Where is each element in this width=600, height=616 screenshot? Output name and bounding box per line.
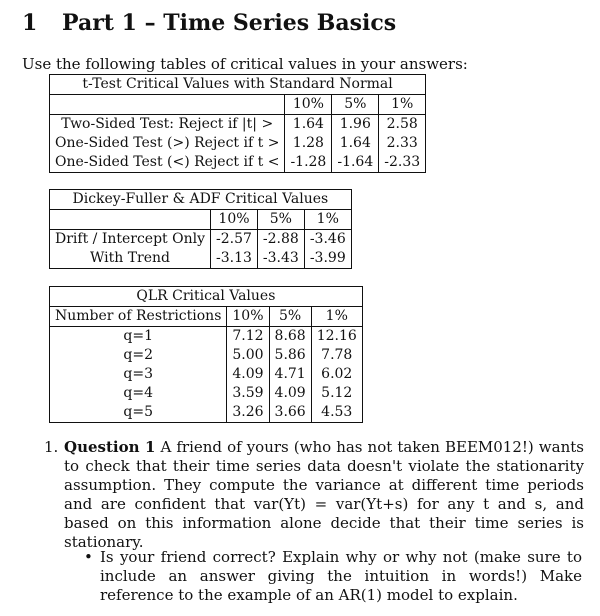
section-title-text: Part 1 – Time Series Basics <box>62 10 397 36</box>
t-test-cell: 2.33 <box>379 134 426 153</box>
dickey-fuller-cell: -3.43 <box>257 249 304 269</box>
t-test-header-10: 10% <box>285 95 332 115</box>
qlr-cell: 3.66 <box>269 403 311 423</box>
t-test-cell: 1.64 <box>332 134 379 153</box>
bullet-icon: • <box>84 548 93 566</box>
question-heading: Question 1 <box>64 438 156 456</box>
qlr-header-label: Number of Restrictions <box>50 307 227 327</box>
t-test-caption: t-Test Critical Values with Standard Normal <box>50 75 426 95</box>
bullet-text: Is your friend correct? Explain why or why not (make sure to include an answer giving the intuition in words!) Make reference to the example of an AR(1) model to explain. <box>100 548 582 604</box>
t-test-row-label: Two-Sided Test: Reject if |t| > <box>50 115 285 135</box>
qlr-row-label: q=3 <box>50 365 227 384</box>
qlr-cell: 5.12 <box>311 384 362 403</box>
section-title <box>22 10 396 36</box>
t-test-cell: -1.64 <box>332 153 379 173</box>
qlr-header-5: 5% <box>269 307 311 327</box>
dickey-fuller-header-1: 1% <box>304 210 351 230</box>
qlr-row-label: q=1 <box>50 327 227 347</box>
qlr-caption: QLR Critical Values <box>50 287 363 307</box>
qlr-cell: 4.71 <box>269 365 311 384</box>
dickey-fuller-cell: -3.46 <box>304 230 351 250</box>
question-item <box>44 438 584 552</box>
t-test-row-label: One-Sided Test (>) Reject if t > <box>50 134 285 153</box>
t-test-cell: 1.64 <box>285 115 332 135</box>
dickey-fuller-cell: -2.57 <box>211 230 258 250</box>
question-text: A friend of yours (who has not taken BEEM012!) wants to check that their time series data doesn't violate the stationarity assumption. They compute the variance at different time periods and are confident that var(Yt) = var(Yt+s) for any t and s, and based on this information alone decide that their time series is stationary. <box>64 438 584 551</box>
qlr-cell: 4.09 <box>269 384 311 403</box>
t-test-cell: -2.33 <box>379 153 426 173</box>
t-test-cell: 1.28 <box>285 134 332 153</box>
qlr-cell: 4.53 <box>311 403 362 423</box>
t-test-table <box>49 74 426 173</box>
qlr-cell: 7.12 <box>227 327 269 347</box>
dickey-fuller-cell: -3.13 <box>211 249 258 269</box>
qlr-cell: 5.86 <box>269 346 311 365</box>
qlr-header-1: 1% <box>311 307 362 327</box>
bullet-item <box>84 548 582 605</box>
qlr-cell: 7.78 <box>311 346 362 365</box>
qlr-cell: 12.16 <box>311 327 362 347</box>
t-test-cell: 1.96 <box>332 115 379 135</box>
qlr-cell: 3.26 <box>227 403 269 423</box>
question-body <box>64 438 584 552</box>
qlr-header-10: 10% <box>227 307 269 327</box>
t-test-cell: 2.58 <box>379 115 426 135</box>
t-test-header-5: 5% <box>332 95 379 115</box>
dickey-fuller-header-blank <box>50 210 211 230</box>
qlr-cell: 8.68 <box>269 327 311 347</box>
intro-text: Use the following tables of critical values in your answers: <box>22 55 468 73</box>
qlr-cell: 5.00 <box>227 346 269 365</box>
dickey-fuller-row-label: Drift / Intercept Only <box>50 230 211 250</box>
question-number: 1. <box>44 438 59 456</box>
t-test-cell: -1.28 <box>285 153 332 173</box>
t-test-header-blank <box>50 95 285 115</box>
qlr-cell: 3.59 <box>227 384 269 403</box>
dickey-fuller-cell: -2.88 <box>257 230 304 250</box>
dickey-fuller-caption: Dickey-Fuller & ADF Critical Values <box>50 190 352 210</box>
qlr-cell: 4.09 <box>227 365 269 384</box>
qlr-row-label: q=4 <box>50 384 227 403</box>
qlr-row-label: q=2 <box>50 346 227 365</box>
dickey-fuller-table <box>49 189 352 269</box>
dickey-fuller-header-10: 10% <box>211 210 258 230</box>
dickey-fuller-header-5: 5% <box>257 210 304 230</box>
qlr-cell: 6.02 <box>311 365 362 384</box>
dickey-fuller-row-label: With Trend <box>50 249 211 269</box>
dickey-fuller-cell: -3.99 <box>304 249 351 269</box>
t-test-header-1: 1% <box>379 95 426 115</box>
qlr-row-label: q=5 <box>50 403 227 423</box>
t-test-row-label: One-Sided Test (<) Reject if t < <box>50 153 285 173</box>
section-number: 1 <box>22 10 38 36</box>
qlr-table <box>49 286 363 423</box>
